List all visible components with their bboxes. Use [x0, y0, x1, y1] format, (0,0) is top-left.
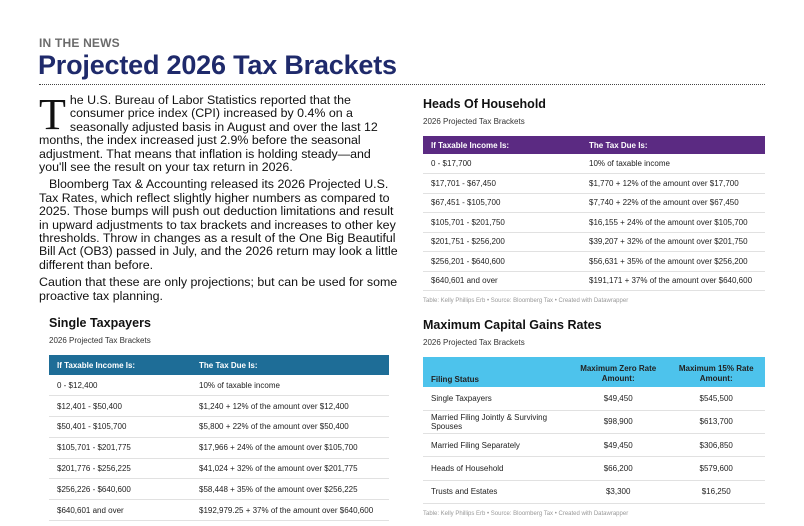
tax-due-cell: $17,966 + 24% of the amount over $105,700	[191, 437, 389, 458]
income-range-cell: 0 - $17,700	[423, 154, 581, 174]
column-header: Maximum Zero Rate Amount:	[580, 364, 657, 383]
capgains-table-title: Maximum Capital Gains Rates	[423, 318, 602, 332]
hoh-table-title: Heads Of Household	[423, 97, 546, 111]
table-header-row	[49, 355, 389, 375]
article-body	[39, 90, 401, 303]
tax-due-cell: $58,448 + 35% of the amount over $256,225	[191, 479, 389, 500]
tax-due-cell: $1,240 + 12% of the amount over $12,400	[191, 396, 389, 417]
capital-gains-block	[423, 318, 765, 517]
fifteen-rate-cell: $613,700	[667, 410, 765, 433]
table-row	[49, 479, 389, 500]
income-range-cell: $17,701 - $67,450	[423, 174, 581, 194]
tax-due-cell: $16,155 + 24% of the amount over $105,700	[581, 213, 765, 233]
tax-due-cell: $56,631 + 35% of the amount over $256,200	[581, 252, 765, 272]
fifteen-rate-cell: $306,850	[667, 434, 765, 457]
income-range-cell: $105,701 - $201,750	[423, 213, 581, 233]
capgains-table-source: Table: Kelly Phillips Erb • Source: Bloomberg Tax • Created with Datawrapper	[423, 510, 629, 517]
table-row	[423, 213, 765, 233]
page-title: Projected 2026 Tax Brackets	[38, 50, 397, 80]
filing-status-cell: Married Filing Jointly & Surviving Spouses	[423, 410, 569, 433]
tax-due-cell: 10% of taxable income	[581, 154, 765, 174]
table-row	[49, 417, 389, 438]
article-paragraph-1-text: he U.S. Bureau of Labor Statistics reported that the consumer price index (CPI) increased by 0.4% on a seasonally adjusted basis in August and over the last 12 months, the index increased just 2.9% before the seasonal adjustment. That means that inflation is holding steady—and you'll see the result on your tax return in 2026.	[39, 93, 378, 175]
capgains-table-subtitle: 2026 Projected Tax Brackets	[423, 338, 525, 347]
income-range-cell: $201,776 - $256,225	[49, 458, 191, 479]
tax-due-cell: $191,171 + 37% of the amount over $640,600	[581, 271, 765, 291]
single-table-subtitle: 2026 Projected Tax Brackets	[49, 336, 151, 345]
income-range-cell: $256,226 - $640,600	[49, 479, 191, 500]
column-header: If Taxable Income Is:	[49, 355, 191, 375]
table-row	[49, 437, 389, 458]
table-row	[423, 387, 765, 410]
zero-rate-cell: $49,450	[569, 434, 667, 457]
table-row	[423, 457, 765, 480]
filing-status-cell: Married Filing Separately	[423, 434, 569, 457]
income-range-cell: $105,701 - $201,775	[49, 437, 191, 458]
table-row	[49, 500, 389, 521]
table-header-row	[423, 136, 765, 154]
table-row	[49, 396, 389, 417]
filing-status-cell: Trusts and Estates	[423, 480, 569, 503]
tax-due-cell: $1,770 + 12% of the amount over $17,700	[581, 174, 765, 194]
zero-rate-cell: $3,300	[569, 480, 667, 503]
table-row	[423, 154, 765, 174]
column-header: The Tax Due Is:	[581, 136, 765, 154]
capgains-rates-table	[423, 357, 765, 504]
tax-due-cell: $192,979.25 + 37% of the amount over $640,600	[191, 500, 389, 521]
income-range-cell: $640,601 and over	[49, 500, 191, 521]
table-row	[423, 252, 765, 272]
column-header: If Taxable Income Is:	[423, 136, 581, 154]
tax-due-cell: $7,740 + 22% of the amount over $67,450	[581, 193, 765, 213]
tax-due-cell: $5,800 + 22% of the amount over $50,400	[191, 417, 389, 438]
filing-status-cell: Heads of Household	[423, 457, 569, 480]
dotted-divider	[39, 84, 765, 85]
zero-rate-cell: $49,450	[569, 387, 667, 410]
income-range-cell: $201,751 - $256,200	[423, 232, 581, 252]
hoh-table-source: Table: Kelly Phillips Erb • Source: Bloomberg Tax • Created with Datawrapper	[423, 298, 629, 304]
table-row	[423, 174, 765, 194]
table-row	[423, 480, 765, 503]
table-row	[423, 271, 765, 291]
zero-rate-cell: $98,900	[569, 410, 667, 433]
income-range-cell: $67,451 - $105,700	[423, 193, 581, 213]
article-paragraph-3: Caution that these are only projections; but can be used for some proactive tax planning.	[39, 275, 398, 303]
tax-due-cell: $39,207 + 32% of the amount over $201,750	[581, 232, 765, 252]
column-header: Filing Status	[431, 375, 479, 384]
table-header-row	[423, 357, 765, 387]
single-table-title: Single Taxpayers	[49, 316, 151, 330]
income-range-cell: $256,201 - $640,600	[423, 252, 581, 272]
fifteen-rate-cell: $545,500	[667, 387, 765, 410]
tax-due-cell: $41,024 + 32% of the amount over $201,775	[191, 458, 389, 479]
table-row	[423, 232, 765, 252]
fifteen-rate-cell: $16,250	[667, 480, 765, 503]
hoh-table-subtitle: 2026 Projected Tax Brackets	[423, 117, 525, 126]
column-header: The Tax Due Is:	[191, 355, 389, 375]
drop-cap: T	[39, 90, 66, 139]
income-range-cell: $50,401 - $105,700	[49, 417, 191, 438]
table-row	[49, 458, 389, 479]
single-brackets-table	[49, 355, 389, 521]
income-range-cell: 0 - $12,400	[49, 375, 191, 396]
fifteen-rate-cell: $579,600	[667, 457, 765, 480]
filing-status-cell: Single Taxpayers	[423, 387, 569, 410]
table-row	[423, 410, 765, 433]
table-row	[49, 375, 389, 396]
article-paragraph-1	[39, 90, 401, 175]
article-paragraph-2: Bloomberg Tax & Accounting released its 2026 Projected U.S. Tax Rates, which reflect slightly higher numbers as compared to 2025. Those bumps will push out deduction limitations and result in upward adjustments to tax brackets and increases to other key thresholds. Throw in changes as a result of the One Big Beautiful Bill Act (OB3) passed in July, and the 2026 return may look a little different than before.	[39, 177, 398, 272]
table-row	[423, 434, 765, 457]
zero-rate-cell: $66,200	[569, 457, 667, 480]
hoh-brackets-table	[423, 136, 765, 291]
section-kicker: IN THE NEWS	[39, 36, 120, 50]
income-range-cell: $640,601 and over	[423, 271, 581, 291]
income-range-cell: $12,401 - $50,400	[49, 396, 191, 417]
heads-of-household-block	[423, 97, 765, 304]
column-header: Maximum 15% Rate Amount:	[678, 364, 754, 383]
single-taxpayers-block	[49, 316, 389, 521]
tax-due-cell: 10% of taxable income	[191, 375, 389, 396]
table-row	[423, 193, 765, 213]
